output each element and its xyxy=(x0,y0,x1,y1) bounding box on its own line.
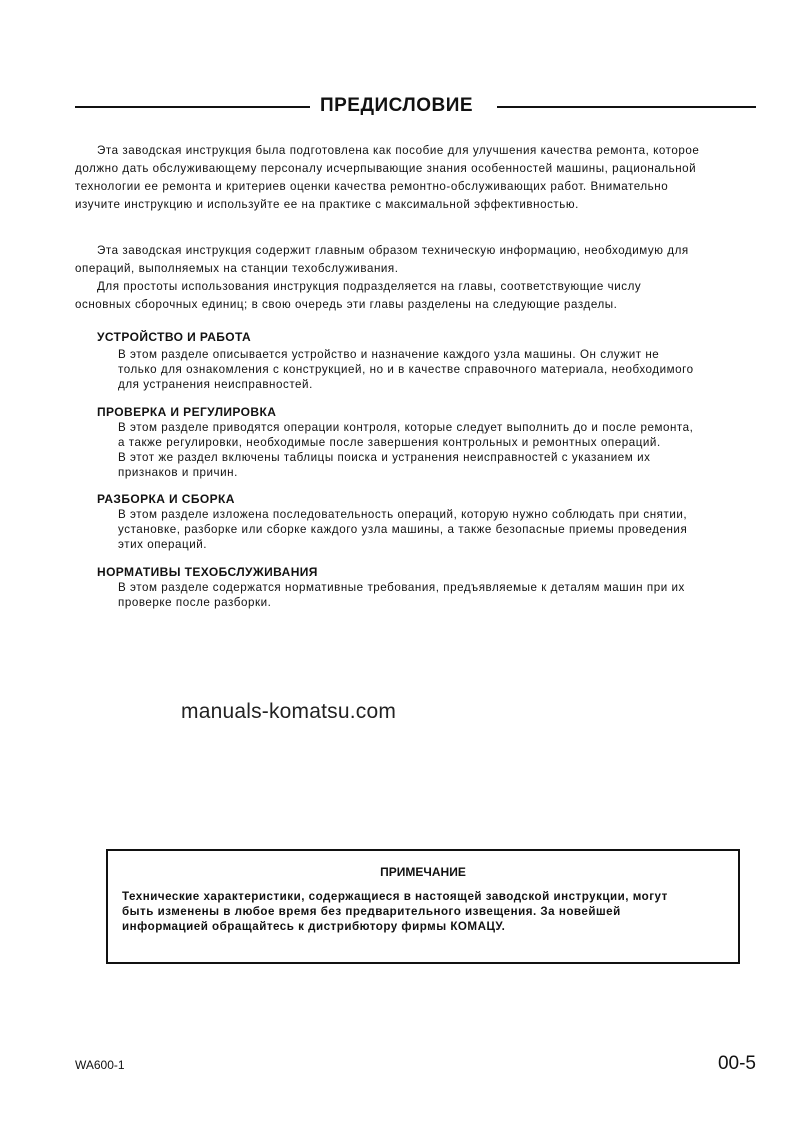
text-line: должно дать обслуживающему персоналу исчерпывающие знания особенностей машины, рациональной xyxy=(75,162,697,175)
text-line: этих операций. xyxy=(118,538,208,551)
text-line: В этом разделе описывается устройство и назначение каждого узла машины. Он служит не xyxy=(118,348,660,361)
text-line: В этот же раздел включены таблицы поиска и устранения неисправностей с указанием их xyxy=(118,451,651,464)
text-line: быть изменены в любое время без предварительного извещения. За новейшей xyxy=(122,905,621,918)
intro-paragraph-2 xyxy=(75,242,689,314)
text-line: а также регулировки, необходимые после завершения контрольных и ремонтных операций. xyxy=(118,436,661,449)
text-line: для устранения неисправностей. xyxy=(118,378,313,391)
text-line: информацией обращайтесь к дистрибютору фирмы КОМАЦУ. xyxy=(122,920,506,933)
text-line: Для простоты использования инструкция подразделяется на главы, соответствующие числу xyxy=(97,280,642,293)
text-line: В этом разделе изложена последовательность операций, которую нужно соблюдать при снятии, xyxy=(118,508,688,521)
watermark: manuals-komatsu.com xyxy=(181,700,397,723)
text-line: В этом разделе приводятся операции контроля, которые следует выполнить до и после ремонта, xyxy=(118,421,694,434)
intro-paragraph-1 xyxy=(75,142,699,214)
section-body xyxy=(118,507,687,552)
text-line: Технические характеристики, содержащиеся в настоящей заводской инструкции, могут xyxy=(122,890,668,903)
section-heading: РАЗБОРКА И СБОРКА xyxy=(97,492,235,506)
section-heading: ПРОВЕРКА И РЕГУЛИРОВКА xyxy=(97,405,277,419)
section-heading: НОРМАТИВЫ ТЕХОБСЛУЖИВАНИЯ xyxy=(97,565,318,579)
text-line: В этом разделе содержатся нормативные требования, предъявляемые к деталям машин при их xyxy=(118,581,685,594)
section-body xyxy=(118,347,694,392)
section-heading: УСТРОЙСТВО И РАБОТА xyxy=(97,330,252,344)
text-line: технологии ее ремонта и критериев оценки качества ремонтно-обслуживающих работ. Внимательно xyxy=(75,180,669,193)
text-line: проверке после разборки. xyxy=(118,596,272,609)
text-line: установке, разборке или сборке каждого узла машины, а также безопасные приемы проведения xyxy=(118,523,688,536)
text-line: только для ознакомления с конструкцией, но и в качестве справочного материала, необходимого xyxy=(118,363,694,376)
text-line: основных сборочных единиц; в свою очередь эти главы разделены на следующие разделы. xyxy=(75,298,618,311)
footer-page-number: 00-5 xyxy=(717,1053,756,1074)
note-title: ПРИМЕЧАНИЕ xyxy=(380,865,466,879)
text-line: признаков и причин. xyxy=(118,466,238,479)
text-line: изучите инструкцию и используйте ее на практике с максимальной эффективностью. xyxy=(75,198,579,211)
section-body xyxy=(118,580,685,610)
section-body xyxy=(118,420,693,480)
note-body xyxy=(122,889,668,934)
page-title-text: ПРЕДИСЛОВИЕ xyxy=(310,95,483,116)
text-line: Эта заводская инструкция содержит главным образом техническую информацию, необходимую для xyxy=(97,244,689,257)
page-title xyxy=(0,95,793,117)
footer-model: WA600-1 xyxy=(75,1058,125,1072)
note-box xyxy=(106,849,740,964)
text-line: Эта заводская инструкция была подготовлена как пособие для улучшения качества ремонта, которое xyxy=(97,144,700,157)
text-line: операций, выполняемых на станции техобслуживания. xyxy=(75,262,399,275)
